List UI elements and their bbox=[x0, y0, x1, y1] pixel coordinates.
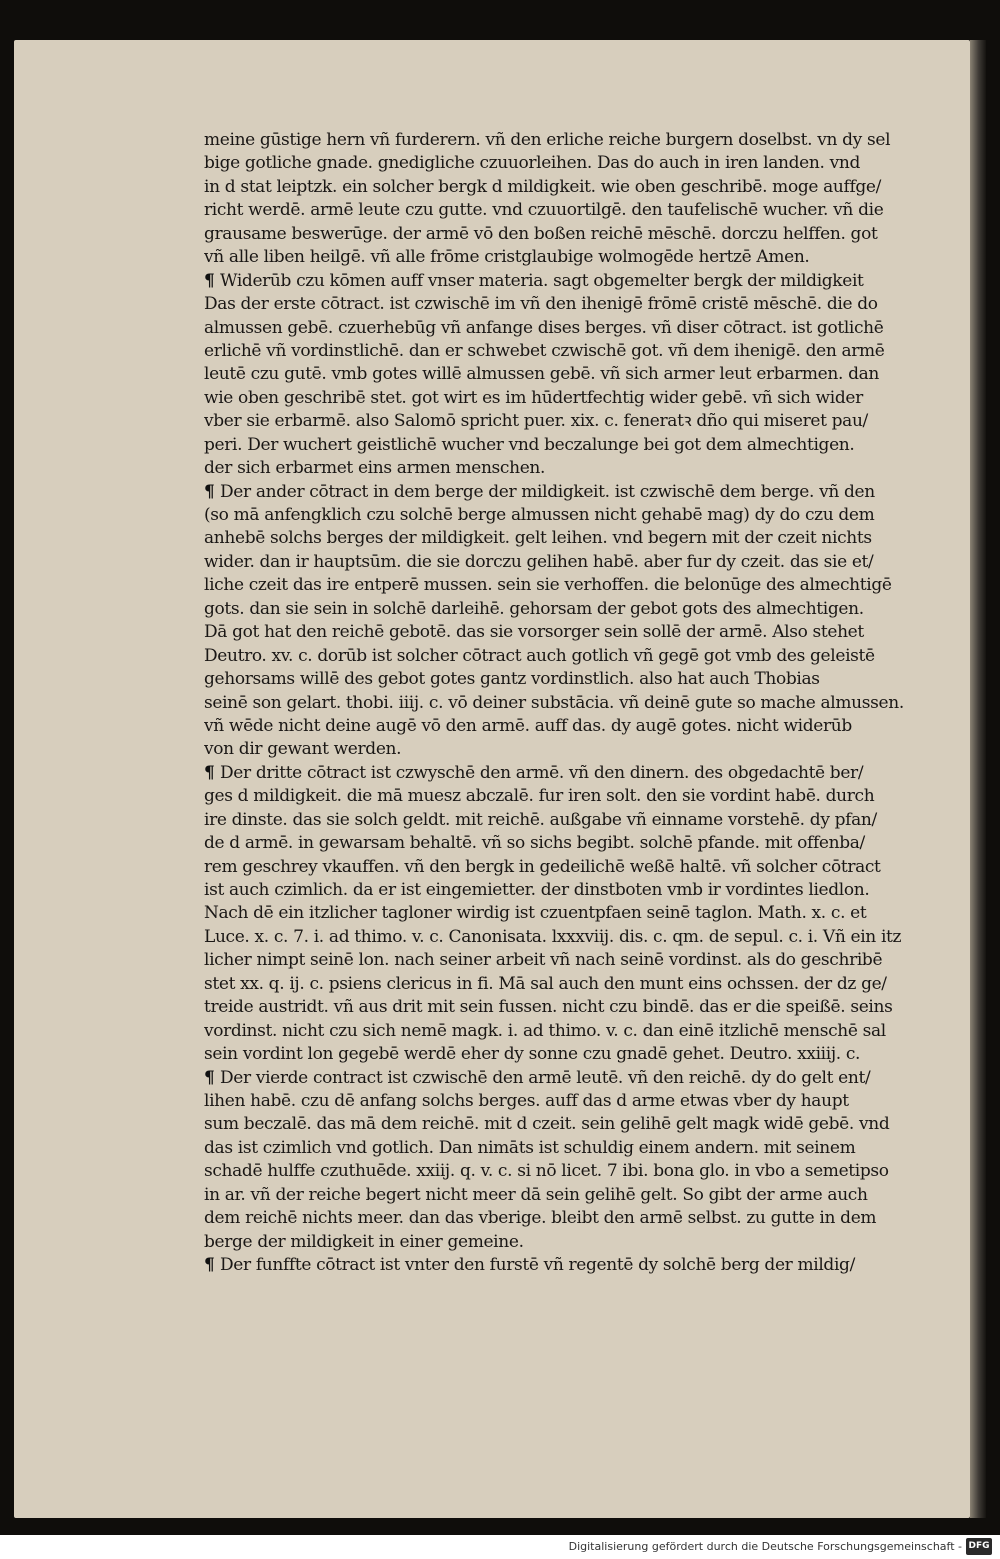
text-line bbox=[204, 762, 958, 785]
text-line: ire dinste. das sie solch geldt. mit reichē. außgabe vñ einname vorstehē. dy pfan/ bbox=[204, 809, 877, 830]
funding-footer bbox=[0, 1535, 1000, 1559]
text-line: wie oben geschribē stet. got wirt es im hūdertfechtig wider gebē. vñ sich wider bbox=[204, 387, 863, 408]
text-line: stet xx. q. ij. c. psiens clericus in fi. Mā sal auch den munt eins ochssen. der dz ge/ bbox=[204, 973, 887, 994]
text-line: in d stat leiptzk. ein solcher bergk d mildigkeit. wie oben geschribē. moge auffge/ bbox=[204, 176, 882, 197]
text-line: treide austridt. vñ aus drit mit sein fussen. nicht czu bindē. das er die speißē. seins bbox=[204, 997, 893, 1018]
text-line: das ist czimlich vnd gotlich. Dan nimāts ist schuldig einem andern. mit seinem bbox=[204, 1137, 856, 1158]
paragraph-mark-icon: ¶ bbox=[204, 762, 215, 783]
text-line: vñ wēde nicht deine augē vō den armē. auff das. dy augē gotes. nicht widerūb bbox=[204, 715, 852, 736]
text-line: peri. Der wuchert geistlichē wucher vnd beczalunge bei got dem almechtigen. bbox=[204, 434, 855, 455]
text-line: rem geschrey vkauffen. vñ den bergk in gedeilichē weßē haltē. vñ solcher cōtract bbox=[204, 856, 881, 877]
text-line: Deutro. xv. c. dorūb ist solcher cōtract auch gotlich vñ gegē got vmb des geleistē bbox=[204, 645, 875, 666]
text-line: (so mā anfengklich czu solchē berge almussen nicht gehabē mag) dy do czu dem bbox=[204, 505, 875, 525]
text-line: lihen habē. czu dē anfang solchs berges. auff das d arme etwas vber dy haupt bbox=[204, 1090, 849, 1111]
text-line: gehorsams willē des gebot gotes gantz vordinstlich. also hat auch Thobias bbox=[204, 669, 820, 690]
text-line: vordinst. nicht czu sich nemē magk. i. ad thimo. v. c. dan einē itzlichē menschē sal bbox=[204, 1020, 886, 1041]
text-line: Luce. x. c. 7. i. ad thimo. v. c. Canonisata. lxxxviij. dis. c. qm. de sepul. c. i. Vñ ein itz bbox=[204, 926, 902, 947]
text-line: Nach dē ein itzlicher tagloner wirdig ist czuentpfaen seinē taglon. Math. x. c. et bbox=[204, 903, 867, 924]
text-line: licher nimpt seinē lon. nach seiner arbeit vñ nach seinē vordinst. als do geschribē bbox=[204, 950, 883, 971]
text-line: von dir gewant werden. bbox=[204, 739, 402, 760]
text-line: ges d mildigkeit. die mā muesz abczalē. fur iren solt. den sie vordint habē. durch bbox=[204, 786, 875, 807]
text-line: anhebē solchs berges der mildigkeit. gelt leihen. vnd begern mit der czeit nichts bbox=[204, 528, 872, 549]
text-line-content: Der funffte cōtract ist vnter den furstē vñ regentē dy solchē berg der mildig/ bbox=[220, 1255, 855, 1275]
text-line-content: Der dritte cōtract ist czwyschē den armē. vñ den dinern. des obgedachtē ber/ bbox=[220, 762, 864, 783]
text-line: vber sie erbarmē. also Salomō spricht puer. xix. c. feneratꝛ dño qui miseret pau/ bbox=[204, 411, 868, 432]
text-line-content: Widerūb czu kōmen auff vnser materia. sagt obgemelter bergk der mildigkeit bbox=[220, 270, 864, 291]
text-line: sein vordint lon gegebē werdē eher dy sonne czu gnadē gehet. Deutro. xxiiij. c. bbox=[204, 1044, 861, 1065]
text-line: richt werdē. armē leute czu gutte. vnd czuuortilgē. den taufelischē wucher. vñ die bbox=[204, 200, 884, 221]
text-line bbox=[204, 1067, 958, 1090]
text-line: erlichē vñ vordinstlichē. dan er schwebet czwischē got. vñ dem ihenigē. den armē bbox=[204, 340, 885, 361]
paragraph-mark-icon: ¶ bbox=[204, 270, 215, 291]
text-line: seinē son gelart. thobi. iiij. c. vō deiner substācia. vñ deinē gute so mache almussen. bbox=[204, 692, 904, 713]
paragraph-mark-icon: ¶ bbox=[204, 1067, 215, 1088]
text-line: in ar. vñ der reiche begert nicht meer dā sein gelihē gelt. So gibt der arme auch bbox=[204, 1184, 868, 1205]
text-line: berge der mildigkeit in einer gemeine. bbox=[204, 1231, 524, 1252]
text-line: bige gotliche gnade. gnedigliche czuuorleihen. Das do auch in iren landen. vnd bbox=[204, 153, 860, 174]
text-line bbox=[204, 1254, 958, 1277]
text-line: Dā got hat den reichē gebotē. das sie vorsorger sein sollē der armē. Also stehet bbox=[204, 622, 864, 643]
text-line-content: Der vierde contract ist czwischē den armē leutē. vñ den reichē. dy do gelt ent/ bbox=[220, 1067, 871, 1088]
text-line: leutē czu gutē. vmb gotes willē almussen gebē. vñ sich armer leut erbarmen. dan bbox=[204, 364, 880, 385]
text-line: gots. dan sie sein in solchē darleihē. gehorsam der gebot gots des almechtigen. bbox=[204, 598, 864, 619]
page-edge-shadow bbox=[970, 40, 986, 1518]
text-line: schadē hulffe czuthuēde. xxiij. q. v. c. si nō licet. 7 ibi. bona glo. in vbo a semetipso bbox=[204, 1161, 889, 1182]
text-line: grausame beswerūge. der armē vō den boßen reichē mēschē. dorczu helffen. got bbox=[204, 223, 878, 244]
text-line: liche czeit das ire entperē mussen. sein sie verhoffen. die belonūge des almechtigē bbox=[204, 575, 892, 596]
paragraph-mark-icon: ¶ bbox=[204, 481, 215, 502]
funding-notice: Digitalisierung gefördert durch die Deutsche Forschungsgemeinschaft - bbox=[568, 1540, 962, 1553]
text-line: almussen gebē. czuerhebūg vñ anfange dises berges. vñ diser cōtract. ist gotlichē bbox=[204, 317, 884, 338]
paragraph-mark-icon: ¶ bbox=[204, 1255, 215, 1275]
text-line-content: Der ander cōtract in dem berge der mildigkeit. ist czwischē dem berge. vñ den bbox=[220, 481, 875, 502]
text-line: de d armē. in gewarsam behaltē. vñ so sichs begibt. solchē pfande. mit offenba/ bbox=[204, 833, 865, 854]
text-line: wider. dan ir hauptsūm. die sie dorczu gelihen habē. aber fur dy czeit. das sie et/ bbox=[204, 551, 874, 572]
text-line bbox=[204, 270, 958, 293]
text-line: meine gūstige hern vñ furderern. vñ den erliche reiche burgern doselbst. vn dy sel bbox=[204, 130, 891, 150]
text-line: dem reichē nichts meer. dan das vberige. bleibt den armē selbst. zu gutte in dem bbox=[204, 1208, 877, 1229]
page-text-block bbox=[204, 129, 958, 1289]
dfg-logo-icon: DFG bbox=[966, 1538, 992, 1555]
text-line: vñ alle liben heilgē. vñ alle frōme cristglaubige wolmogēde hertzē Amen. bbox=[204, 247, 810, 268]
text-line: sum beczalē. das mā dem reichē. mit d czeit. sein gelihē gelt magk widē gebē. vnd bbox=[204, 1114, 890, 1135]
text-line: der sich erbarmet eins armen menschen. bbox=[204, 458, 546, 479]
text-line bbox=[204, 481, 958, 504]
text-line: Das der erste cōtract. ist czwischē im vñ den ihenigē frōmē cristē mēschē. die do bbox=[204, 294, 878, 315]
text-line: ist auch czimlich. da er ist eingemietter. der dinstboten vmb ir vordintes liedlon. bbox=[204, 880, 870, 900]
